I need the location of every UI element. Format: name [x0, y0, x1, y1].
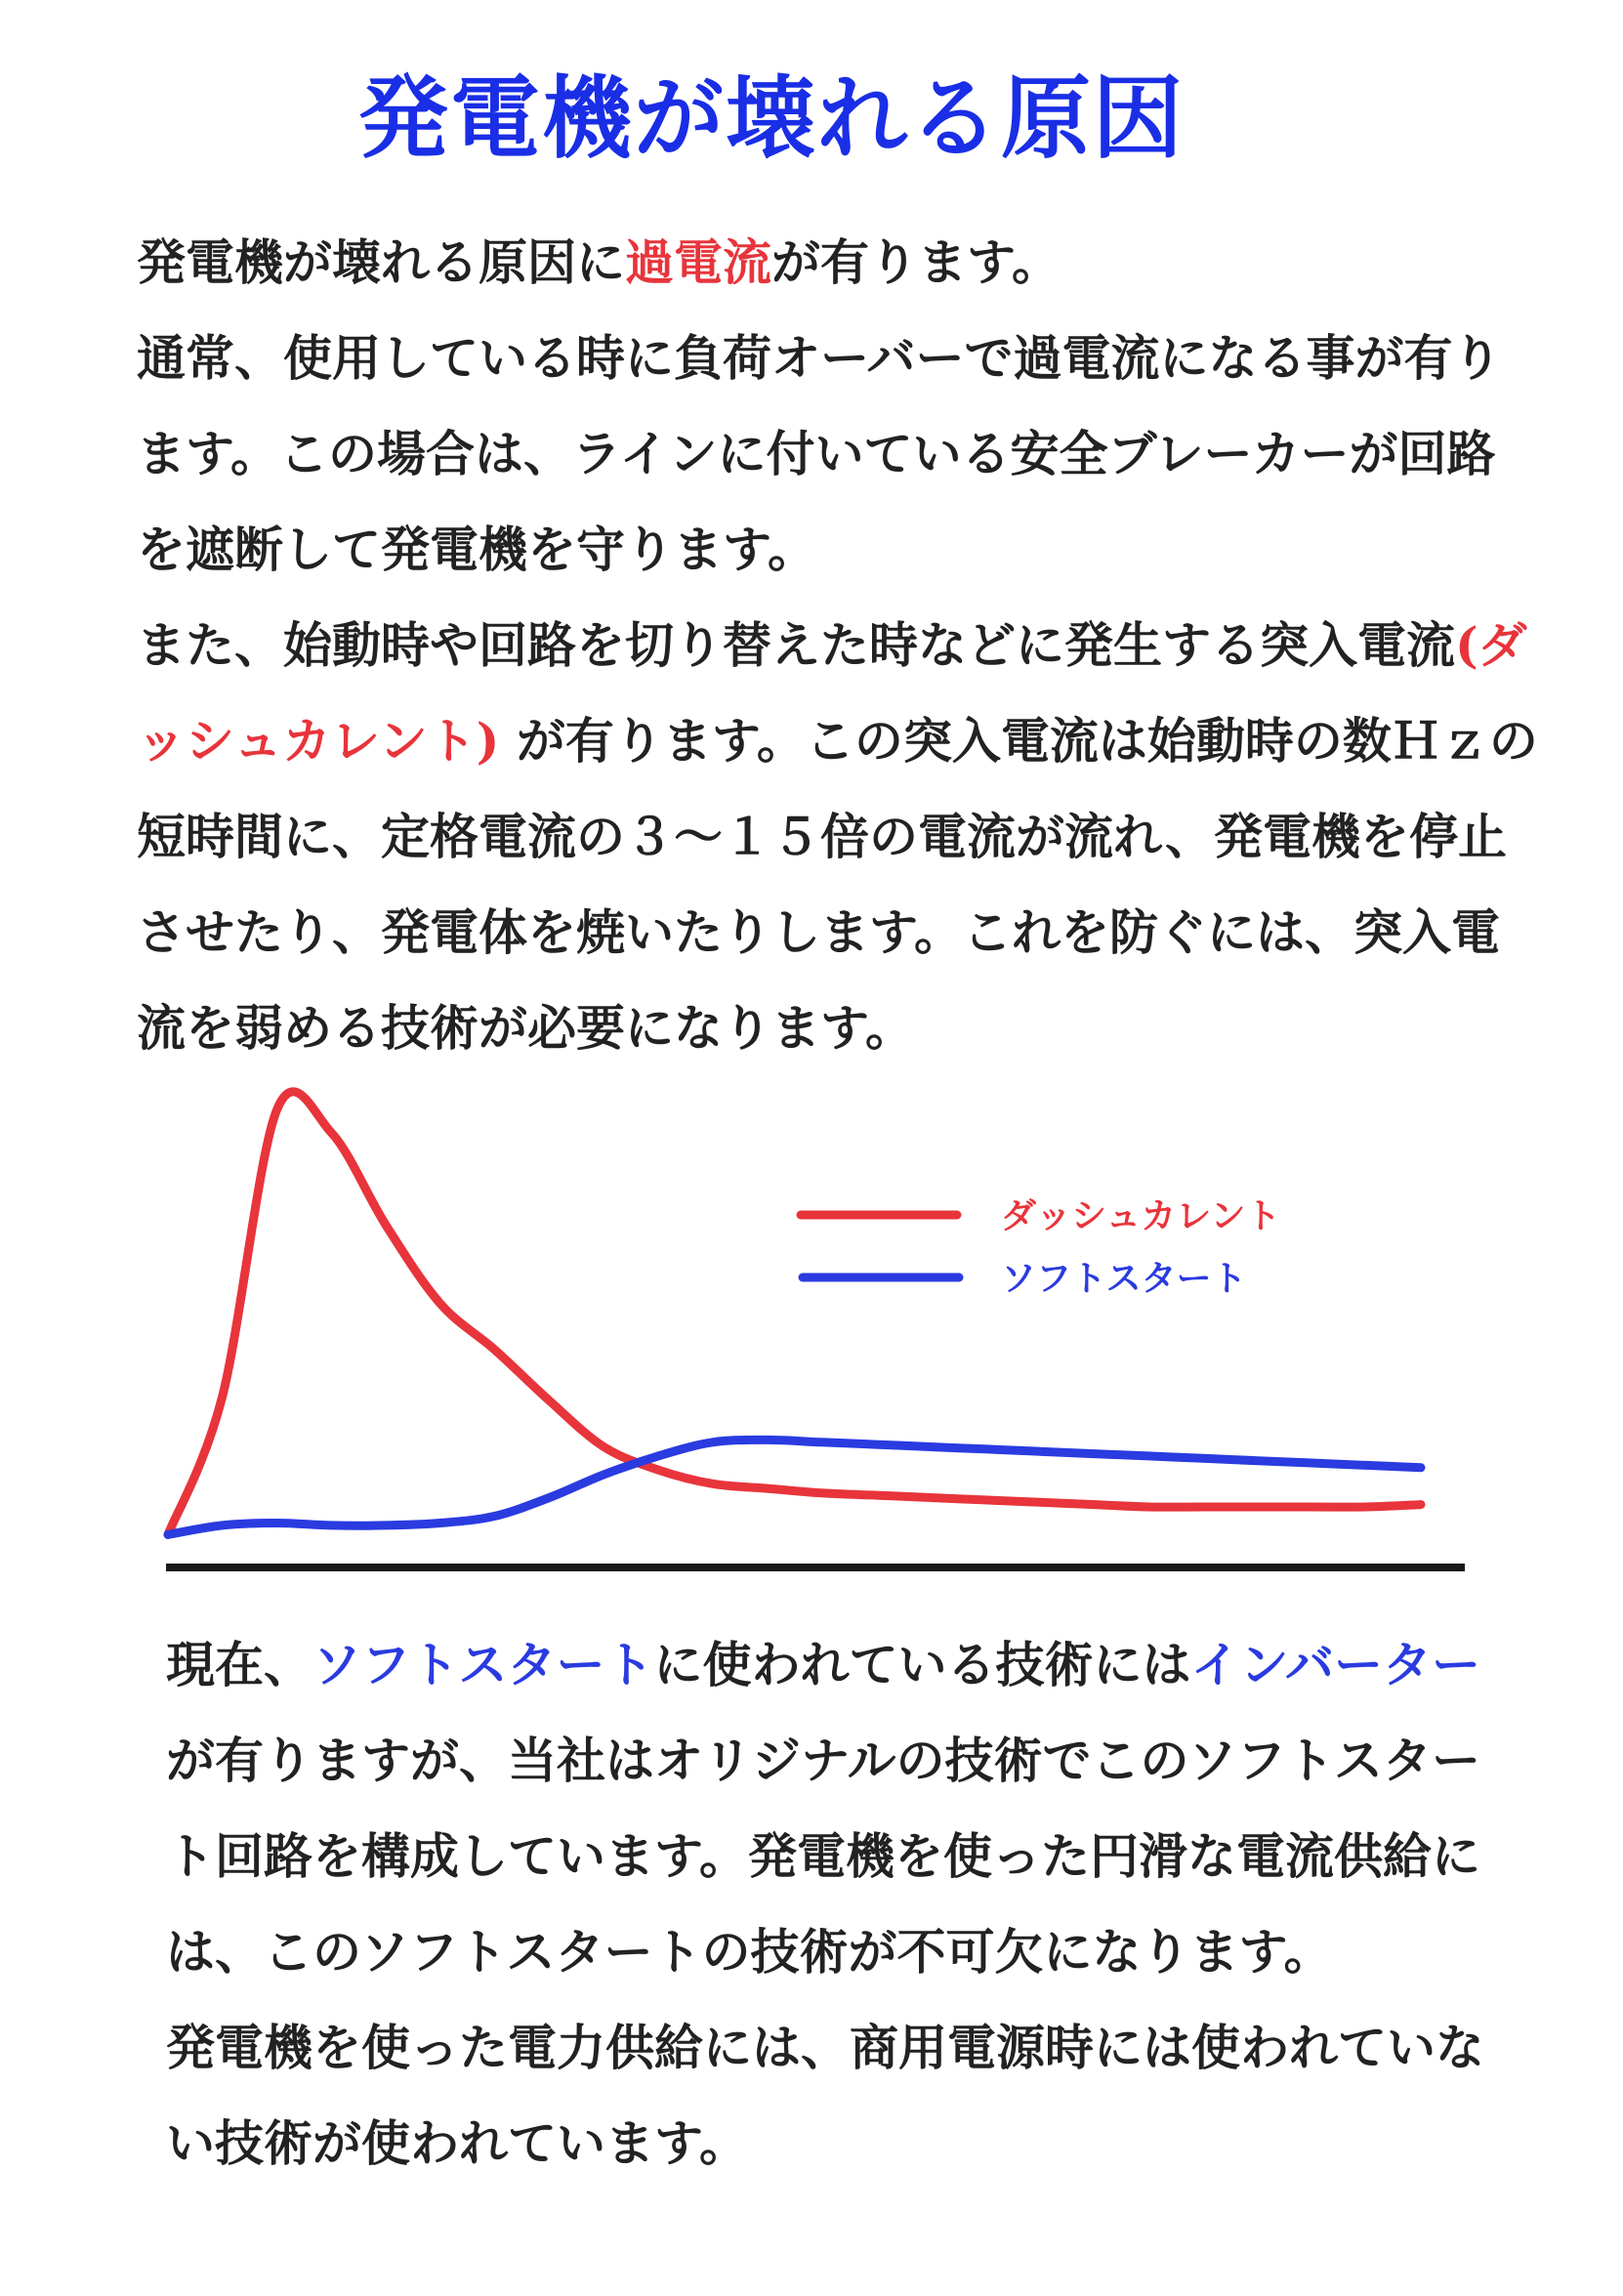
current-comparison-chart	[0, 1074, 1623, 1602]
highlight-dash-current: (ダ	[1455, 616, 1527, 674]
intro-paragraph	[137, 215, 1538, 1076]
highlight-soft-start: ソフトスタート	[312, 1636, 654, 1693]
text-line: い技術が使われています。	[166, 2114, 748, 2172]
text-line	[137, 215, 1504, 311]
text-segment: に使われている技術には	[653, 1636, 1191, 1693]
highlight-dash-current: ッシュカレント)	[137, 712, 500, 770]
text-line: は、このソフトスタートの技術が不可欠になります。	[166, 1923, 1333, 1981]
text-segment: が有ります。この突入電流は始動時の数Ｈｚの	[516, 712, 1538, 770]
text-segment: 発電機が壊れる原因に	[137, 233, 625, 291]
page-title: 発電機が壊れる原因	[357, 66, 1185, 171]
legend-label-soft-start: ソフトスタート	[1001, 1259, 1247, 1299]
text-line: 発電機を使った電力供給には、商用電源時には使われていな	[166, 2019, 1484, 2076]
text-segment: また、始動時や回路を切り替えた時などに発生する突入電流	[137, 616, 1455, 674]
soft-start-paragraph	[166, 1617, 1523, 2192]
text-line: させたり、発電体を焼いたりします。これを防ぐには、突入電	[137, 903, 1500, 961]
text-segment: が有ります。	[771, 233, 1061, 291]
text-line: 通常、使用している時に負荷オーバーで過電流になる事が有り	[137, 329, 1502, 387]
highlight-inverter: インバーター	[1190, 1636, 1480, 1693]
text-line: ト回路を構成しています。発電機を使った円滑な電流供給に	[166, 1827, 1480, 1885]
text-line: ます。この場合は、ラインに付いている安全ブレーカーが回路	[137, 425, 1496, 482]
highlight-overcurrent: 過電流	[625, 233, 771, 291]
text-line: 流を弱める技術が必要になります。	[137, 999, 914, 1057]
dash-current-line	[168, 1092, 1421, 1535]
text-line: 短時間に、定格電流の３～１５倍の電流が流れ、発電機を停止	[137, 808, 1507, 865]
text-segment: 現在、	[166, 1636, 312, 1693]
text-line	[137, 598, 1527, 693]
text-line	[137, 693, 1538, 789]
text-line: が有りますが、当社はオリジナルの技術でこのソフトスター	[166, 1732, 1480, 1789]
text-line	[166, 1617, 1523, 1713]
text-line: を遮断して発電機を守ります。	[137, 521, 816, 578]
legend-label-dash-current: ダッシュカレント	[1001, 1196, 1281, 1236]
